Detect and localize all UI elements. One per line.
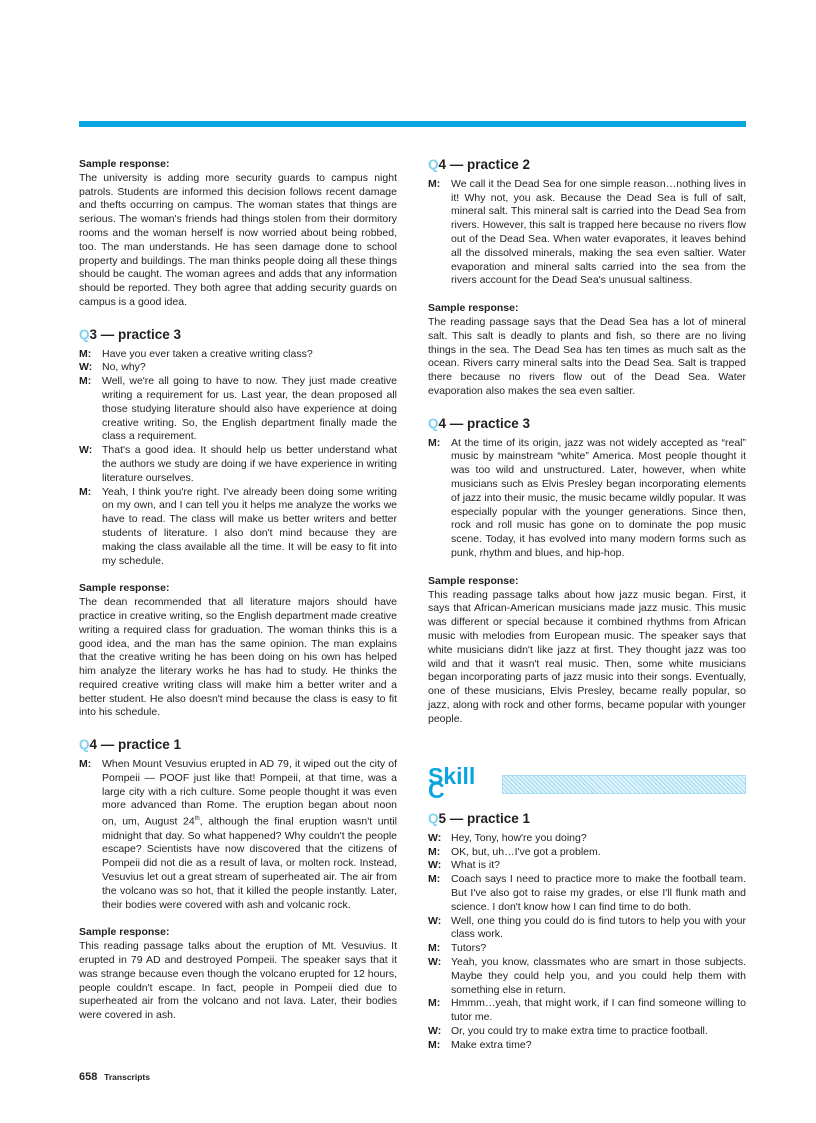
dialogue-text: Yeah, I think you're right. I've already been doing some writing on my own, and I can tell you it helps me analyze the works we have to read. The class will make us better writers and better students of literature. I also don't mind because they are making the class available all the time. It will be easy to fit into my schedule.	[102, 485, 397, 567]
section-title: 4 — practice 3	[438, 415, 531, 431]
dialogue-text	[102, 758, 397, 912]
sample-response-heading: Sample response:	[79, 158, 170, 170]
dialogue-text: That's a good idea. It should help us better understand what the authors we study are doing if we have experience in writing literature ourselves.	[102, 444, 397, 484]
header-rule	[79, 121, 746, 127]
dialogue-text: Hmmm…yeah, that might work, if I can find someone willing to tutor me.	[451, 997, 746, 1024]
dialogue-line	[428, 1039, 746, 1053]
dialogue-line	[79, 361, 397, 375]
page-footer	[79, 1071, 150, 1083]
dialogue-line	[428, 942, 746, 956]
sample-response-text: The university is adding more security guards to campus night patrols. Students are informed this decision follows recent damage and thefts occurring on campus. The woman states that things are serious. The woman's friends had things stolen from their dormitory rooms and the woman herself is now worried about being robbed, too. The man understands. He has seen damage done to school property and buildings. The man thinks people doing all these things should be caught. The woman agrees and adds that any information should be reported. They both agree that adding security guards on campus is a good idea.	[79, 171, 397, 308]
dialogue-text: Well, we're all going to have to now. They just made creative writing a requirement for us. Last year, the dean proposed all those studying literature should also have experience at doing creative writing. So, the English department finally made the class a requirement.	[102, 375, 397, 443]
speaker-label: W:	[428, 859, 442, 872]
section-heading-q3-practice-3	[79, 328, 397, 342]
speaker-label: M:	[428, 436, 441, 449]
dialogue-line	[79, 375, 397, 444]
dialogue-text: Hey, Tony, how're you doing?	[451, 831, 587, 844]
section-title: 4 — practice 2	[438, 157, 531, 172]
dialogue-text: At the time of its origin, jazz was not widely accepted as “real” music by mainstream “white” America. Most people thought it was too wild and unstructured. Later, however, when white musicians such as Elvis Presley began incorporating elements of jazz into their music, the music became wildly popular. It was especially popular with the younger generations. Since then, rock and roll music has gone on to dominate the pop music scene. Today, it has evolved into many modern forms such as punk, rhythm and blues, and hip-hop.	[451, 436, 746, 559]
speaker-label: W:	[428, 831, 442, 844]
speaker-label: M:	[428, 1038, 441, 1051]
dialogue-line	[428, 997, 746, 1025]
dialogue-text: Have you ever taken a creative writing class?	[102, 347, 313, 360]
speaker-label: M:	[79, 375, 92, 388]
dialogue-text-part: , although the final eruption wasn't until midnight that day. So what happened? Why couldn't the people escape? Scientists have now discovered that the citizens of Pompeii did not die as a result of lava, or molten rock. Instead, Vesuvius let out a great stream of superheated air. The air from the volcano was so hot, that it killed the people instantly. Later, their bodies were covered with ash and volcanic rock.	[102, 815, 397, 911]
dialogue-line	[79, 444, 397, 485]
dialogue-text: Coach says I need to practice more to make the football team. But I've also got to raise my grades, or else I'll flunk math and science. I don't know how I can find time to do both.	[451, 873, 746, 913]
dialogue-text: Tutors?	[451, 942, 487, 955]
right-column	[428, 158, 746, 1053]
question-prefix: Q	[428, 157, 439, 172]
dialogue-line	[428, 846, 746, 860]
dialogue-text: Or, you could try to make extra time to practice football.	[451, 1025, 708, 1038]
dialogue-line	[428, 1025, 746, 1039]
dialogue-text: What is it?	[451, 859, 501, 872]
sample-response-text: This reading passage talks about how jazz music began. First, it says that African-American musicians made jazz music. This music was different or special because it combined rhythms from African music with melodies from European music. The speaker says that white musicians didn't like jazz at first. They thought jazz was too wild and that it wasn't real music. Then, some white musicians began incorporating parts of jazz music into their songs. Eventually, one of these musicians, Elvis Presley, became really popular, so jazz, along with rock and other forms, became popular with younger people.	[428, 588, 746, 725]
speaker-label: M:	[428, 873, 441, 886]
section-title: 3 — practice 3	[89, 326, 182, 342]
sample-response-text: The reading passage says that the Dead Sea has a lot of mineral salt. This salt is deadly to plants and fish, so there are no living things in the sea. The Dead Sea has ten times as much salt as the ocean. Rivers carry mineral salts into the Dead Sea. Salt is trapped there because no rivers flow out of the Dead Sea. Water evaporation also makes the sea even saltier.	[428, 315, 746, 397]
dialogue-text: Yeah, you know, classmates who are smart in those subjects. Maybe they could help you, and you could help them with something else in return.	[451, 956, 746, 996]
dialogue-line	[79, 348, 397, 362]
ordinal-suffix: th	[194, 816, 200, 823]
question-prefix: Q	[428, 811, 439, 827]
speaker-label: M:	[79, 347, 92, 360]
skill-hatch-bar	[502, 775, 746, 794]
sample-response-heading: Sample response:	[79, 926, 170, 939]
section-title: 4 — practice 1	[89, 737, 182, 753]
dialogue-line	[428, 915, 746, 943]
speaker-label: M:	[428, 177, 441, 190]
skill-title: Skill C	[428, 763, 476, 804]
dialogue-line	[428, 873, 746, 914]
sample-response-text: This reading passage talks about the eruption of Mt. Vesuvius. It erupted in 79 AD and destroyed Pompeii. The speaker says that it was strange because even though the volcano erupted for 12 hours, people couldn't escape. In fact, people in Pompeii died due to superheated air from the volcano and not lava. Later, their bodies were covered in ash.	[79, 940, 397, 1022]
dialogue-text-part: When Mount Vesuvius erupted in AD 79, it wiped out the city of Pompeii — POOF just like that! Pompeii, at that time, was a large city with a rich culture. Some people thought it was even more advanced than Rome. The eruption began about noon on, um, August 24	[102, 758, 397, 828]
section-heading-q4-practice-1	[79, 738, 397, 752]
section-title: 5 — practice 1	[438, 811, 531, 827]
question-prefix: Q	[79, 737, 90, 753]
sample-response-heading: Sample response:	[428, 574, 519, 587]
dialogue-text: Make extra time?	[451, 1038, 532, 1051]
speaker-label: M:	[428, 997, 441, 1010]
speaker-label: M:	[79, 758, 92, 771]
section-heading-q4-practice-3	[428, 417, 746, 431]
question-prefix: Q	[79, 326, 90, 342]
dialogue-text: No, why?	[102, 361, 146, 374]
speaker-label: W:	[428, 914, 442, 927]
dialogue-line	[428, 437, 746, 561]
dialogue-text: OK, but, uh…I've got a problem.	[451, 845, 601, 858]
speaker-label: W:	[79, 361, 93, 374]
dialogue-line	[428, 832, 746, 846]
sample-response-heading: Sample response:	[79, 582, 170, 595]
question-prefix: Q	[428, 415, 439, 431]
speaker-label: M:	[428, 942, 441, 955]
section-heading-q5-practice-1	[428, 812, 746, 826]
left-column	[79, 158, 397, 1023]
speaker-label: W:	[428, 956, 442, 969]
dialogue-text: Well, one thing you could do is find tutors to help you with your class work.	[451, 914, 746, 941]
page-number: 658	[79, 1071, 98, 1083]
skill-c-banner	[428, 763, 746, 804]
sample-response-heading: Sample response:	[428, 302, 519, 315]
speaker-label: M:	[428, 845, 441, 858]
speaker-label: M:	[79, 485, 92, 498]
footer-label: Transcripts	[104, 1072, 150, 1082]
dialogue-line	[428, 859, 746, 873]
dialogue-line	[428, 178, 746, 288]
speaker-label: W:	[428, 1025, 442, 1038]
speaker-label: W:	[79, 444, 93, 457]
section-heading-q4-practice-2	[428, 158, 746, 172]
dialogue-line	[79, 758, 397, 912]
sample-response-text: The dean recommended that all literature majors should have practice in creative writing, so the English department made creative writing a required class for graduation. The woman thinks this is a good idea, and the man has the same opinion. The man explains that the creative writing he has been doing on his own has helped him analyze the literary works he has had to study. He thinks the required creative writing class will make him a better writer and a better student. He also doesn't mind because the class is easy to fit into his schedule.	[79, 596, 397, 719]
dialogue-line	[428, 956, 746, 997]
dialogue-line	[79, 486, 397, 569]
dialogue-text: We call it the Dead Sea for one simple reason…nothing lives in it! Why not, you ask. Because the Dead Sea is full of salt, mineral salt. This mineral salt is carried into the Dead Sea from rivers. However, this salt is trapped here because no rivers flow out of the Dead Sea. When water evaporates, it leaves behind all the dissolved minerals, making the sea even saltier. Water evaporation and mineral salts carried into the sea from the rivers account for the Dead Sea's unusual saltiness.	[451, 177, 746, 287]
